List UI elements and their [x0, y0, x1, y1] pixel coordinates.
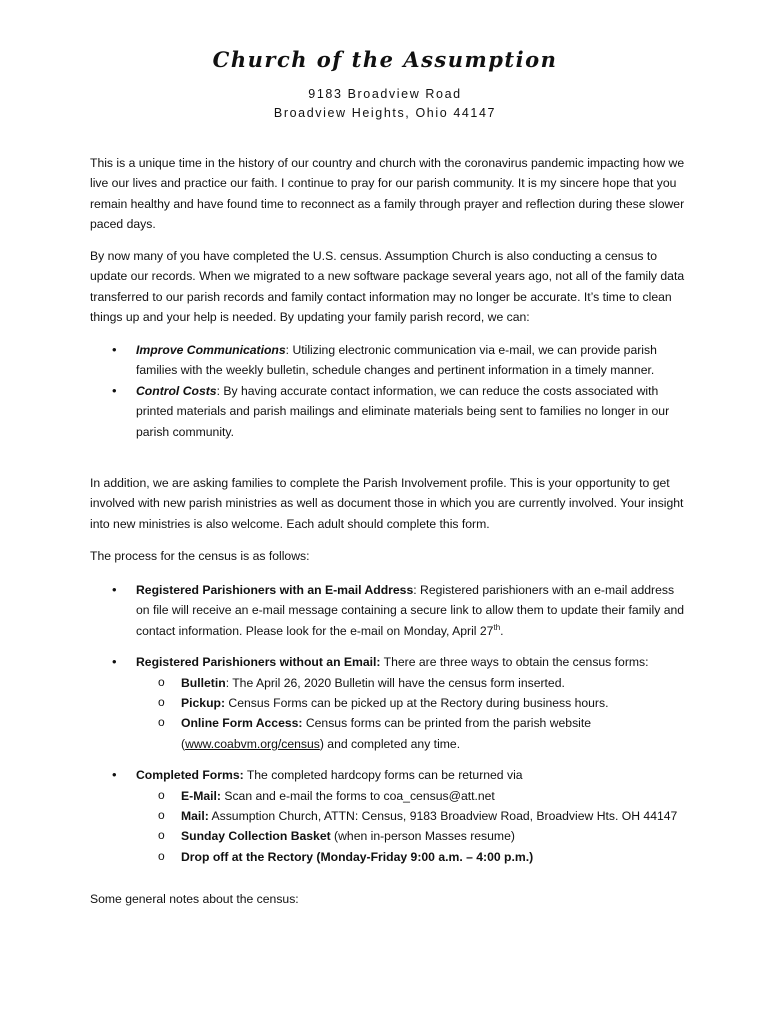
sub-item-online — [136, 713, 690, 754]
benefit-item-costs — [110, 381, 690, 442]
sub-text: Census Forms can be picked up at the Rectory during business hours. — [225, 696, 609, 711]
sub-term: Drop off at the Rectory (Monday-Friday 9:00 a.m. – 4:00 p.m.) — [181, 849, 534, 864]
sub-term: Sunday Collection Basket — [181, 829, 331, 844]
process-intro: The process for the census is as follows: — [90, 549, 310, 563]
process-term: Completed Forms: — [136, 768, 244, 783]
superscript: th — [493, 622, 501, 632]
sub-text: Census forms can be printed from the parish website ( — [181, 716, 592, 751]
process-text-end: . — [500, 623, 504, 638]
sub-text: Assumption Church, ATTN: Census, 9183 Broadview Road, Broadview Hts. OH 44147 — [208, 809, 678, 824]
benefit-term: Improve Communications — [136, 343, 286, 357]
sub-item-mail — [136, 806, 690, 826]
process-term: Registered Parishioners with an E-mail Address — [136, 583, 414, 597]
benefit-item-communications — [110, 340, 690, 381]
benefit-term: Control Costs — [136, 383, 217, 398]
sub-term: E-Mail: — [181, 788, 221, 803]
process-text: : Registered parishioners with an e-mail address on file will receive an e-mail message containing a secure link to allow them to update their family and contact information. Please look for the e-mail on Monday, April 27 — [136, 583, 685, 638]
involvement-paragraph: In addition, we are asking families to complete the Parish Involvement profile. This is your opportunity to get involved with new parish ministries as well as document those in which you are currently involved. Your insight into new ministries is also welcome. Each adult should complete this form. — [90, 476, 684, 531]
process-term: Registered Parishioners without an Email: — [136, 655, 381, 670]
benefit-text: : By having accurate contact information, we can reduce the costs associated with printed materials and parish mailings and eliminate materials being sent to families no longer in our parish community. — [136, 383, 670, 439]
sub-text: Scan and e-mail the forms to coa_census@att.net — [220, 788, 495, 803]
intro-paragraph: This is a unique time in the history of our country and church with the coronavirus pandemic impacting how we live our lives and practice our faith. I continue to pray for our parish community. It is my sincere hope that you remain healthy and have found time to reconnect as a family through prayer and reflection during these slower paced days. — [90, 156, 685, 232]
sub-item-email — [136, 786, 690, 806]
sub-term: Pickup: — [181, 696, 226, 711]
process-text: The completed hardcopy forms can be returned via — [243, 768, 523, 783]
address-city: Broadview Heights, Ohio 44147 — [273, 106, 497, 120]
sub-item-basket — [136, 826, 690, 846]
process-list — [110, 580, 690, 867]
process-item-no-email — [110, 652, 690, 754]
church-title: Church of the Assumption — [212, 47, 558, 72]
benefits-list — [110, 340, 690, 442]
sub-item-bulletin — [136, 673, 690, 693]
benefit-text: : Utilizing electronic communication via e-mail, we can provide parish families with the weekly bulletin, schedule changes and pertinent information in a timely manner. — [136, 343, 657, 378]
sub-term: Mail: — [181, 809, 209, 824]
sub-item-pickup — [136, 693, 690, 713]
sub-term: Online Form Access: — [181, 716, 303, 731]
process-item-completed — [110, 765, 690, 867]
sub-text-end: ) and completed any time. — [319, 736, 461, 751]
return-options — [136, 786, 690, 868]
sub-term: Bulletin — [181, 675, 226, 690]
census-paragraph: By now many of you have completed the U.S. census. Assumption Church is also conducting a census to update our records. When we migrated to a new software package several years ago, not all of the family data transferred to our parish records and family contact information may no longer be accurate. It’s time to clean things up and your help is needed. By updating your family parish record, we can: — [90, 249, 685, 325]
sub-text: : The April 26, 2020 Bulletin will have the census form inserted. — [225, 675, 565, 690]
process-text: There are three ways to obtain the census forms: — [380, 655, 649, 670]
sub-text: (when in-person Masses resume) — [330, 829, 515, 844]
process-item-email — [110, 580, 690, 641]
general-notes-heading: Some general notes about the census: — [90, 892, 299, 906]
census-website-link[interactable]: www.coabvm.org/census — [185, 736, 320, 751]
address-street: 9183 Broadview Road — [308, 87, 462, 101]
no-email-options — [136, 673, 690, 755]
sub-item-rectory — [136, 847, 690, 867]
